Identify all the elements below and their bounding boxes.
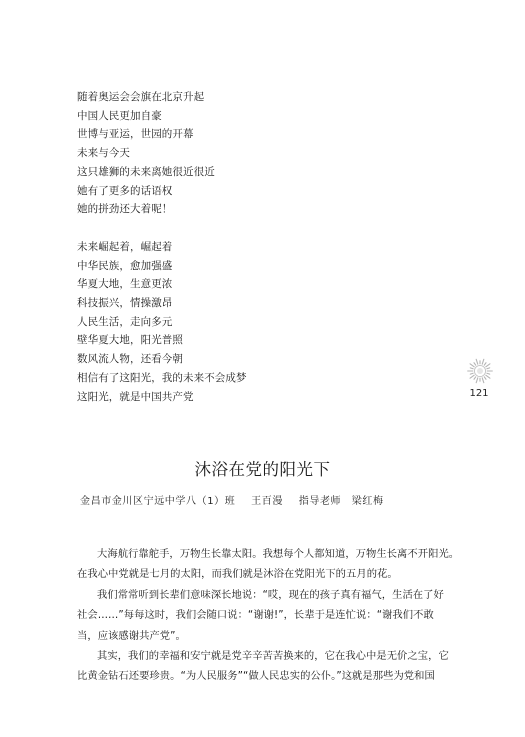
poem-line: 这阳光，就是中国共产党 xyxy=(77,390,194,403)
sunburst-ray xyxy=(486,364,490,367)
poem-line: 她有了更多的话语权 xyxy=(77,184,173,197)
sunburst-ray xyxy=(487,373,490,374)
article-line: 在我心中党就是七月的太阳，而我们就是沐浴在党阳光下的五月的花。 xyxy=(77,568,398,581)
poem-line: 未来崛起着，崛起着 xyxy=(77,240,173,253)
sunburst-ray xyxy=(482,359,484,364)
poem-line: 未来与今天 xyxy=(77,147,130,160)
poem-line: 中国人民更加自豪 xyxy=(77,109,162,122)
sunburst-ray xyxy=(470,364,474,367)
sunburst-ray xyxy=(486,375,490,378)
byline-author: 王百漫 xyxy=(251,496,283,507)
sunburst-ray xyxy=(476,359,478,364)
poem-line: 中华民族，愈加强盛 xyxy=(77,259,173,272)
article-line: 其实，我们的幸福和安宁就是党辛辛苦苦换来的，它在我心中是无价之宝，它 xyxy=(97,650,449,663)
poem-line: 相信有了这阳光，我的未来不会成梦 xyxy=(77,371,247,384)
article-body xyxy=(77,544,467,687)
poem-stanza-2 xyxy=(77,238,417,406)
sunburst-ornament-icon xyxy=(467,358,493,384)
sunburst-ray xyxy=(470,368,473,369)
poem-line: 她的拼劲还大着呢！ xyxy=(77,203,173,216)
poem-line: 数风流人物，还看今朝 xyxy=(77,353,183,366)
byline-school: 金昌市金川区宁远中学八（1）班 xyxy=(80,496,236,507)
sunburst-ray xyxy=(474,377,476,379)
sunburst-ray xyxy=(470,375,474,378)
article-title: 沐浴在党的阳光下 xyxy=(194,460,331,479)
poem xyxy=(77,88,417,406)
page-number: 121 xyxy=(469,388,489,399)
sunburst-ray xyxy=(474,363,476,365)
article-line: 社会……”每每这时，我们会随口说：“谢谢!”，长辈于是连忙说：“谢我们不敢 xyxy=(77,609,434,622)
byline xyxy=(80,492,396,507)
sunburst-ray xyxy=(470,373,473,374)
article-line: 大海航行靠舵手，万物生长靠太阳。我想每个人都知道，万物生长离不开阳光。 xyxy=(97,548,460,560)
sunburst-ray xyxy=(484,363,486,365)
byline-teacher: 指导老师 梁红梅 xyxy=(298,496,384,507)
poem-line: 随着奥运会会旗在北京升起 xyxy=(77,91,205,103)
sunburst-ray xyxy=(484,377,486,379)
poem-line: 人民生活，走向多元 xyxy=(77,315,173,328)
sunburst-ray xyxy=(487,368,490,369)
poem-line: 科技振兴，情操激昂 xyxy=(77,297,173,310)
sunburst-ray xyxy=(482,378,484,383)
poem-line: 世博与亚运，世园的开幕 xyxy=(77,128,194,141)
poem-line: 华夏大地，生意更浓 xyxy=(77,278,173,291)
stanza-gap xyxy=(77,219,417,238)
sunburst-ray xyxy=(476,378,478,383)
poem-stanza-1 xyxy=(77,88,417,219)
poem-line: 壁华夏大地，阳光普照 xyxy=(77,334,183,347)
article-line: 比黄金钻石还要珍贵。“为人民服务”“做人民忠实的公仆。”这就是那些为党和国 xyxy=(77,670,435,683)
article-line: 我们常常听到长辈们意味深长地说：“哎，现在的孩子真有福气，生活在了好 xyxy=(97,588,444,601)
article-line: 当，应该感谢共产党”。 xyxy=(77,629,186,642)
poem-line: 这只雄狮的未来离她很近很近 xyxy=(77,165,215,178)
